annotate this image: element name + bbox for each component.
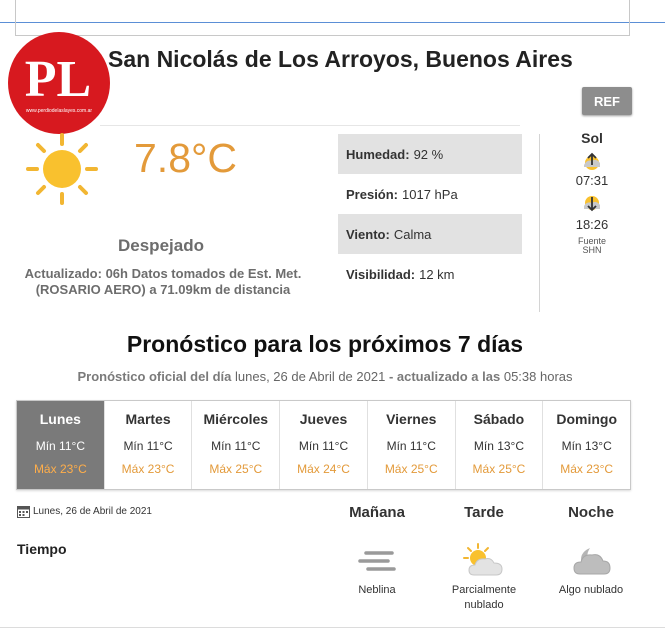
condition-label: Neblina	[358, 584, 396, 596]
day-tab-viernes[interactable]	[368, 401, 456, 489]
stat-visibility	[338, 254, 522, 294]
day-tab-jueves[interactable]	[280, 401, 368, 489]
day-name: Lunes	[39, 411, 81, 427]
day-min: Mín 11°C	[386, 439, 436, 453]
subtitle-prefix: Pronóstico oficial del día	[77, 369, 232, 384]
day-name: Domingo	[556, 411, 617, 427]
stat-value: 1017 hPa	[402, 186, 458, 202]
current-condition: Despejado	[118, 236, 204, 255]
morning-weather	[327, 543, 427, 598]
logo[interactable]	[8, 32, 110, 134]
sun-icon	[24, 131, 100, 207]
bottom-divider	[0, 627, 665, 628]
stats-panel	[338, 134, 522, 294]
stat-humidity	[338, 134, 522, 174]
day-tab-lunes[interactable]	[17, 401, 105, 489]
header-divider	[100, 125, 520, 126]
day-tab-domingo[interactable]	[543, 401, 630, 489]
logo-url: www.perdiodelaslayes.com.ar	[25, 108, 93, 114]
day-min: Mín 13°C	[561, 439, 612, 453]
day-tab-miercoles[interactable]	[192, 401, 280, 489]
stat-label: Humedad:	[346, 146, 410, 162]
afternoon-weather	[434, 543, 534, 613]
period-morning: Mañana	[349, 504, 405, 521]
day-tab-sabado[interactable]	[456, 401, 544, 489]
sunset-icon	[581, 194, 603, 216]
cloudy-night-icon	[570, 543, 612, 577]
subtitle-updated-label: - actualizado a las	[388, 369, 501, 384]
sun-panel	[566, 130, 618, 256]
ref-button[interactable]: REF	[582, 87, 632, 115]
day-name: Martes	[125, 411, 171, 427]
day-name: Jueves	[299, 411, 348, 427]
day-name: Miércoles	[203, 411, 269, 427]
source-label: Fuente	[577, 236, 607, 246]
stat-wind	[338, 214, 522, 254]
forecast-title: Pronóstico para los próximos 7 días	[126, 331, 524, 357]
day-name: Viernes	[386, 411, 437, 427]
day-max: Máx 23°C	[560, 462, 614, 476]
day-name: Sábado	[473, 411, 525, 427]
stat-pressure	[338, 174, 522, 214]
forecast-subtitle	[0, 369, 650, 384]
day-max: Máx 23°C	[33, 462, 87, 476]
subtitle-date: lunes, 26 de Abril de 2021	[234, 369, 386, 384]
day-min: Mín 13°C	[473, 439, 525, 453]
period-afternoon: Tarde	[464, 504, 504, 521]
day-max: Máx 25°C	[384, 462, 438, 476]
condition-label: Algo nublado	[558, 584, 624, 596]
condition-label: Parcialmente nublado	[451, 584, 517, 611]
period-night: Noche	[568, 504, 614, 521]
day-max: Máx 23°C	[121, 462, 175, 476]
sunset-time: 18:26	[575, 217, 609, 232]
day-max: Máx 25°C	[472, 462, 526, 476]
stat-value: 12 km	[419, 266, 455, 282]
subtitle-time: 05:38 horas	[503, 369, 573, 384]
logo-text: PL	[24, 51, 92, 108]
calendar-icon	[17, 505, 30, 518]
stat-value: Calma	[393, 226, 432, 242]
source-value: SHN	[582, 245, 602, 255]
day-max: Máx 25°C	[209, 462, 263, 476]
forecast-days	[16, 400, 631, 490]
day-min: Mín 11°C	[211, 439, 261, 453]
top-search-box[interactable]	[15, 0, 630, 36]
current-temperature: 7.8°C	[134, 135, 238, 181]
partly-cloudy-icon	[463, 543, 505, 577]
detail-date: Lunes, 26 de Abril de 2021	[33, 506, 152, 517]
update-info: Actualizado: 06h Datos tomados de Est. Met. (ROSARIO AERO) a 71.09km de distancia	[24, 266, 302, 297]
night-weather	[541, 543, 641, 598]
weather-row-label: Tiempo	[17, 541, 67, 557]
sunrise-time: 07:31	[575, 173, 609, 188]
day-min: Mín 11°C	[123, 439, 173, 453]
fog-icon	[356, 543, 398, 577]
stat-label: Visibilidad:	[346, 266, 416, 282]
stat-value: 92 %	[413, 146, 444, 162]
day-min: Mín 11°C	[298, 439, 349, 453]
stat-label: Viento:	[346, 226, 390, 242]
sunrise-icon	[581, 150, 603, 172]
day-min: Mín 11°C	[35, 439, 85, 453]
sun-divider	[539, 134, 540, 312]
day-tab-martes[interactable]	[105, 401, 193, 489]
location-title: San Nicolás de Los Arroyos, Buenos Aires	[108, 46, 573, 72]
day-max: Máx 24°C	[297, 462, 350, 476]
detail-date-row	[17, 505, 152, 518]
sun-title: Sol	[581, 130, 603, 146]
stat-label: Presión:	[346, 186, 399, 202]
